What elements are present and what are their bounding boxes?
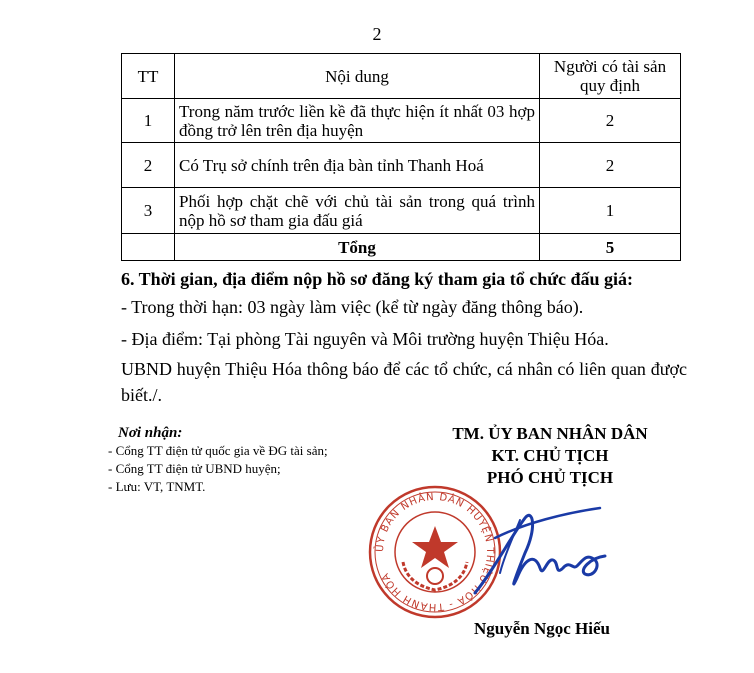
- row-content: Có Trụ sở chính trên địa bàn tỉnh Thanh Hoá: [175, 143, 540, 188]
- closing-text: UBND huyện Thiệu Hóa thông báo để các tổ chức, cá nhân có liên quan được biết./.: [121, 359, 687, 405]
- total-value: 5: [540, 234, 681, 261]
- signature-line-1: TM. ỦY BAN NHÂN DÂN: [452, 424, 648, 443]
- recipients-block: [108, 424, 328, 496]
- recipient-item: - Cổng TT điện tử quốc gia về ĐG tài sản;: [108, 443, 328, 458]
- recipients-title: Nơi nhận:: [118, 425, 183, 441]
- handwritten-signature-icon: [455, 498, 625, 608]
- table-row: [122, 143, 681, 188]
- row-tt: 3: [122, 188, 175, 234]
- table-row: [122, 99, 681, 143]
- section-6-title: 6. Thời gian, địa điểm nộp hồ sơ đăng ký tham gia tổ chức đấu giá:: [121, 269, 634, 289]
- table-row: [122, 188, 681, 234]
- row-score: 1: [540, 188, 681, 234]
- recipient-item: - Lưu: VT, TNMT.: [108, 479, 206, 494]
- signature-line-3: PHÓ CHỦ TỊCH: [486, 468, 614, 487]
- row-score: 2: [540, 143, 681, 188]
- criteria-table: [121, 53, 681, 261]
- row-tt: 1: [122, 99, 175, 143]
- submission-time: - Trong thời hạn: 03 ngày làm việc (kể từ ngày đăng thông báo).: [121, 297, 584, 317]
- header-content: Nội dung: [175, 54, 540, 99]
- total-empty-cell: [122, 234, 175, 261]
- signer-name: Nguyễn Ngọc Hiếu: [474, 619, 610, 638]
- row-tt: 2: [122, 143, 175, 188]
- page-number: 2: [372, 24, 382, 44]
- signature-line-2: KT. CHỦ TỊCH: [491, 446, 609, 465]
- row-score: 2: [540, 99, 681, 143]
- signature-title-block: [430, 423, 670, 489]
- table-header-row: [122, 54, 681, 99]
- header-score: Người có tài sản quy định: [540, 54, 681, 99]
- header-tt: TT: [122, 54, 175, 99]
- recipient-item: - Cổng TT điện tử UBND huyện;: [108, 461, 281, 476]
- row-content: Trong năm trước liền kề đã thực hiện ít nhất 03 hợp đồng trở lên trên địa huyện: [175, 99, 540, 143]
- submission-place: - Địa điểm: Tại phòng Tài nguyên và Môi trường huyện Thiệu Hóa.: [121, 329, 609, 349]
- stamp-text: ỦY BAN NHÂN DÂN HUYỆN THIỆU HÓA - THANH HÓA: [374, 491, 496, 613]
- total-label: Tổng: [175, 234, 540, 261]
- row-content: Phối hợp chặt chẽ với chủ tài sản trong quá trình nộp hồ sơ tham gia đấu giá: [175, 188, 540, 234]
- table-total-row: [122, 234, 681, 261]
